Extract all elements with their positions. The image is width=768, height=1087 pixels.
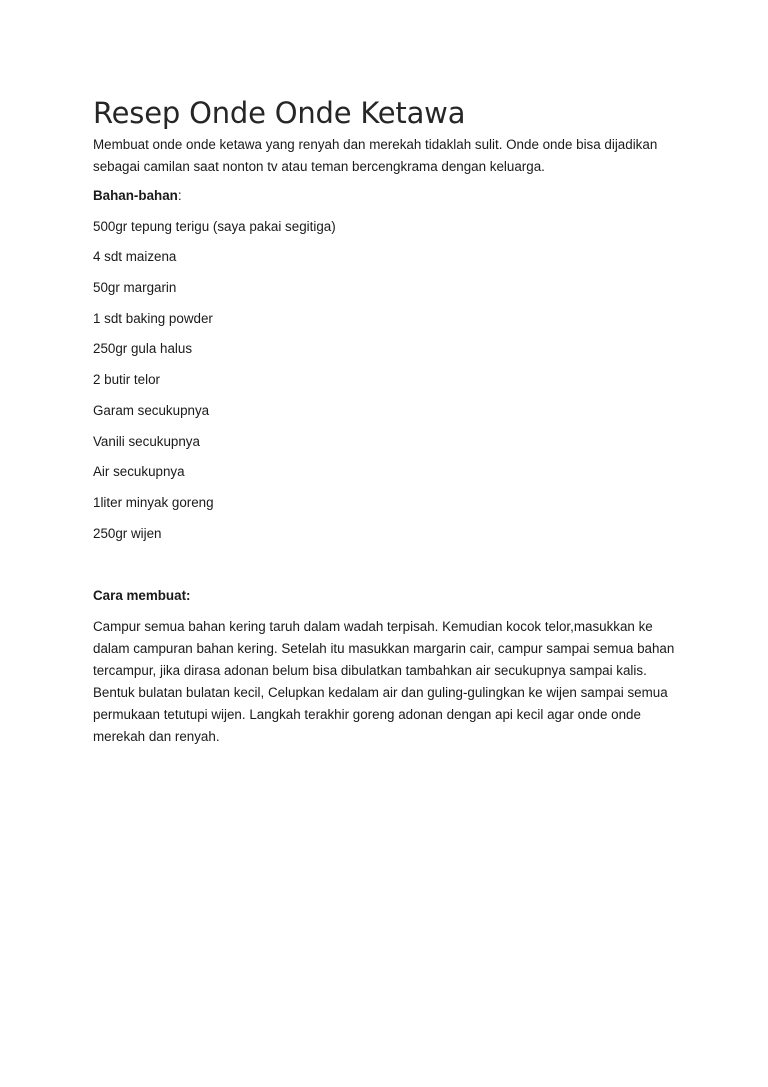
method-heading: Cara membuat:: [93, 587, 191, 603]
ingredient-item: 1liter minyak goreng: [93, 494, 214, 510]
ingredients-heading-colon: :: [177, 188, 182, 203]
ingredients-heading: [93, 186, 683, 206]
ingredient-item: Vanili secukupnya: [93, 433, 200, 449]
ingredient-item: 50gr margarin: [93, 280, 177, 296]
ingredient-item: 2 butir telor: [93, 372, 160, 388]
ingredient-item: Air secukupnya: [93, 464, 185, 480]
intro-paragraph: Membuat onde onde ketawa yang renyah dan merekah tidaklah sulit. Onde onde bisa dijadikan sebagai camilan saat nonton tv atau teman bercengkrama dengan keluarga.: [93, 137, 658, 174]
ingredient-item: 1 sdt baking powder: [93, 310, 213, 326]
document-title: Resep Onde Onde Ketawa: [93, 96, 466, 130]
ingredients-list: [93, 217, 683, 544]
ingredient-item: 250gr wijen: [93, 525, 162, 541]
ingredient-item: Garam secukupnya: [93, 402, 210, 418]
ingredient-item: 250gr gula halus: [93, 341, 193, 357]
ingredient-item: 500gr tepung terigu (saya pakai segitiga): [93, 218, 336, 234]
method-paragraph: Campur semua bahan kering taruh dalam wadah terpisah. Kemudian kocok telor,masukkan ke dalam campuran bahan kering. Setelah itu masukkan margarin cair, campur sampai semua bahan tercampur, jika dirasa adonan belum bisa dibulatkan tambahkan air secukupnya sampai kalis. Bentuk bulatan bulatan kecil, Celupkan kedalam air dan guling-gulingkan ke wijen sampai semua permukaan tetutupi wijen. Langkah terakhir goreng adonan dengan api kecil agar onde onde merekah dan renyah.: [93, 618, 675, 744]
ingredient-item: 4 sdt maizena: [93, 249, 177, 265]
ingredients-heading-text: Bahan-bahan: [93, 188, 178, 203]
document-body: [93, 96, 683, 748]
